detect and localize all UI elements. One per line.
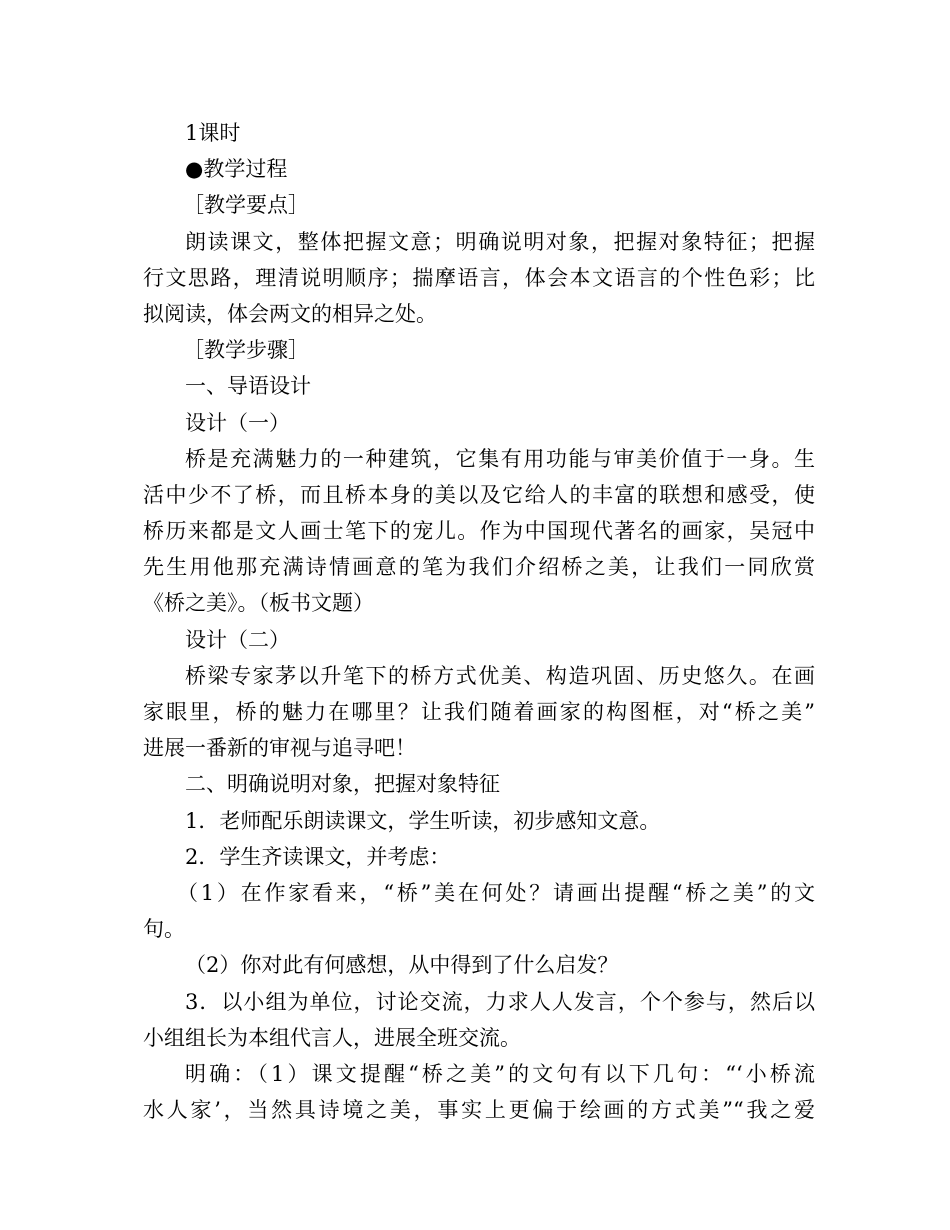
section-heading: 一、导语设计 [185,374,311,399]
paragraph-line: 进展一番新的审视与追寻吧！ [143,736,416,761]
paragraph-line: 《桥之美》。（板书文题） [143,591,374,616]
paragraph-line: 桥历来都是文人画士笔下的宠儿。作为中国现代著名的画家，吴冠中 [143,519,815,544]
text-line: 1课时 [185,121,241,145]
section-heading: 二、明确说明对象，把握对象特征 [185,772,500,797]
subheading: ［教学步骤］ [183,338,309,363]
paragraph-line: 明确：（1）课文提醒“桥之美”的文句有以下几句：“‘小桥流 [185,1061,815,1086]
subheading: 设计（二） [185,627,290,652]
paragraph-line: 家眼里，桥的魅力在哪里？让我们随着画家的构图框，对“桥之美” [143,700,815,724]
subheading: ［教学要点］ [183,193,309,218]
paragraph-line: 行文思路，理清说明顺序；揣摩语言，体会本文语言的个性色彩；比 [143,265,815,290]
question-line: 句。 [143,917,185,942]
paragraph-line: 水人家’，当然具诗境之美，事实上更偏于绘画的方式美”“我之爱 [143,1098,815,1123]
paragraph-line: 桥是充满魅力的一种建筑，它集有用功能与审美价值于一身。生 [185,446,815,471]
subheading: 设计（一） [185,410,290,435]
question-line: （2）你对此有何感想，从中得到了什么启发？ [185,953,619,978]
paragraph-line: 桥梁专家茅以升笔下的桥方式优美、构造巩固、历史悠久。在画 [185,663,815,688]
list-item: 2．学生齐读课文，并考虑： [185,844,451,869]
paragraph-line: 朗读课文，整体把握文意；明确说明对象，把握对象特征；把握 [185,229,815,254]
list-item: 3．以小组为单位，讨论交流，力求人人发言，个个参与，然后以 [185,989,815,1014]
document-page [143,115,815,1128]
section-heading: ●教学过程 [185,157,288,182]
list-item: 1．老师配乐朗读课文，学生听读，初步感知文意。 [185,808,661,833]
list-item: 小组组长为本组代言人，进展全班交流。 [143,1025,521,1050]
paragraph-line: 拟阅读，体会两文的相异之处。 [143,301,437,326]
paragraph-line: 先生用他那充满诗情画意的笔为我们介绍桥之美，让我们一同欣赏 [143,555,815,580]
paragraph-line: 活中少不了桥，而且桥本身的美以及它给人的丰富的联想和感受，使 [143,482,815,507]
question-line: （1）在作家看来，“桥”美在何处？请画出提醒“桥之美”的文 [177,880,815,905]
